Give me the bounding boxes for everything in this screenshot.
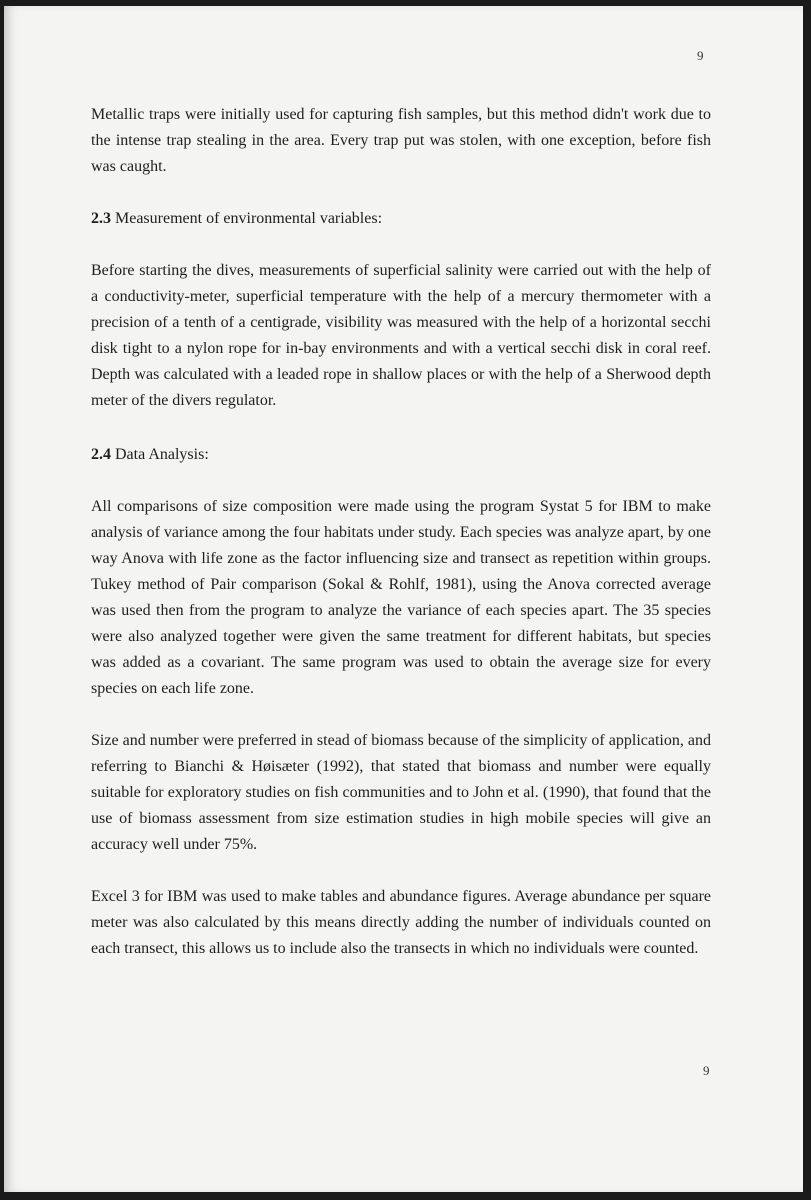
paragraph-traps: Metallic traps were initially used for capturing fish samples, but this method didn't work due to the intense trap stealing in the area. Every trap put was stolen, with one exception, before fish was caught. [91,106,711,175]
paragraph-size-number: Size and number were preferred in stead of biomass because of the simplicity of application, and referring to Bianchi & Høisæter (1992), that stated that biomass and number were equally suitable for exploratory studies on fish communities and to John et al. (1990), that found that the use of biomass assessment from size estimation studies in high mobile species will give an accuracy well under 75%. [91,732,711,853]
section-title-2-4: Data Analysis: [111,446,209,463]
section-heading-2-3 [91,206,711,232]
page-number-top: 9 [697,48,704,63]
page-body [91,102,711,962]
section-heading-2-4 [91,442,711,468]
paragraph-measurements: Before starting the dives, measurements of superficial salinity were carried out with the help of a conductivity-meter, superficial temperature with the help of a mercury thermometer with a precision of a tenth of a centigrade, visibility was measured with the help of a horizontal secchi disk tight to a nylon rope for in-bay environments and with a vertical secchi disk in coral reef. Depth was calculated with a leaded rope in shallow places or with the help of a Sherwood depth meter of the divers regulator. [91,262,711,409]
paragraph-excel: Excel 3 for IBM was used to make tables and abundance figures. Average abundance per square meter was also calculated by this means directly adding the number of individuals counted on each transect, this allows us to include also the transects in which no individuals were counted. [91,888,711,957]
document-page [4,6,803,1192]
section-title-2-3: Measurement of environmental variables: [111,210,383,227]
page-number-bottom: 9 [703,1063,710,1078]
section-number-2-3: 2.3 [91,210,111,227]
section-number-2-4: 2.4 [91,446,111,463]
paragraph-size-composition: All comparisons of size composition were made using the program Systat 5 for IBM to make analysis of variance among the four habitats under study. Each species was analyze apart, by one way Anova with life zone as the factor influencing size and transect as repetition within groups. Tukey method of Pair comparison (Sokal & Rohlf, 1981), using the Anova corrected average was used then from the program to analyze the variance of each species apart. The 35 species were also analyzed together were given the same treatment for different habitats, but species was added as a covariant. The same program was used to obtain the average size for every species on each life zone. [91,498,711,697]
